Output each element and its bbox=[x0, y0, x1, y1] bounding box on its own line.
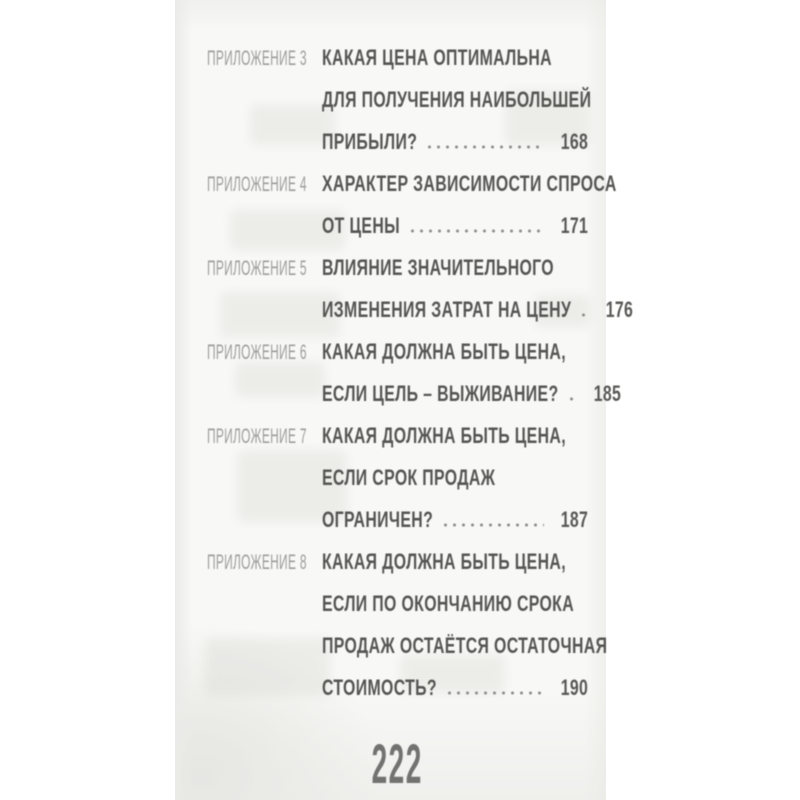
toc-title-line: ХАРАКТЕР ЗАВИСИМОСТИ СПРОСА bbox=[322, 171, 617, 196]
appendix-label-column bbox=[207, 341, 322, 365]
toc-title-line: ЕСЛИ СРОК ПРОДАЖ bbox=[322, 465, 496, 490]
toc-page-number: 190 bbox=[560, 675, 588, 700]
toc-title-line: КАКАЯ ДОЛЖНА БЫТЬ ЦЕНА, bbox=[322, 423, 566, 448]
toc-title-line: СТОИМОСТЬ? bbox=[322, 675, 437, 700]
toc-title-line: ДЛЯ ПОЛУЧЕНИЯ НАИБОЛЬШЕЙ bbox=[322, 87, 592, 112]
folio-page-number: 222 bbox=[371, 732, 424, 795]
toc-row bbox=[207, 549, 588, 591]
toc-title-line: ОТ ЦЕНЫ bbox=[322, 213, 401, 238]
toc-page-number: 187 bbox=[560, 507, 588, 532]
toc-title-line: КАКАЯ ЦЕНА ОПТИМАЛЬНА bbox=[322, 45, 552, 70]
toc-page-number: 171 bbox=[560, 213, 588, 238]
appendix-label-column bbox=[207, 47, 322, 71]
appendix-label-column bbox=[207, 257, 322, 281]
toc-row bbox=[207, 381, 621, 423]
toc-title-line: КАКАЯ ДОЛЖНА БЫТЬ ЦЕНА, bbox=[322, 339, 566, 364]
appendix-label: ПРИЛОЖЕНИЕ 6 bbox=[207, 341, 307, 364]
toc-row bbox=[207, 507, 588, 549]
appendix-label: ПРИЛОЖЕНИЕ 7 bbox=[207, 425, 307, 448]
toc-row bbox=[207, 297, 634, 339]
toc-row bbox=[207, 45, 588, 87]
appendix-label: ПРИЛОЖЕНИЕ 8 bbox=[207, 551, 307, 574]
toc-row bbox=[207, 591, 588, 633]
toc-page-number: 168 bbox=[560, 129, 588, 154]
toc-row bbox=[207, 129, 588, 171]
toc-page-number: 176 bbox=[605, 297, 634, 322]
toc-row bbox=[207, 633, 608, 675]
page-content bbox=[175, 0, 634, 800]
toc-title-line: КАКАЯ ДОЛЖНА БЫТЬ ЦЕНА, bbox=[322, 549, 566, 574]
toc-title-line: ВЛИЯНИЕ ЗНАЧИТЕЛЬНОГО bbox=[322, 255, 554, 280]
toc-row bbox=[207, 423, 588, 465]
appendix-label-column bbox=[207, 173, 322, 197]
appendix-label: ПРИЛОЖЕНИЕ 4 bbox=[207, 173, 307, 196]
toc-row bbox=[207, 171, 617, 213]
dot-leader bbox=[441, 523, 544, 527]
appendix-label: ПРИЛОЖЕНИЕ 3 bbox=[207, 47, 307, 70]
toc-row bbox=[207, 255, 588, 297]
toc-row bbox=[207, 465, 588, 507]
toc-row bbox=[207, 213, 588, 255]
appendix-label-column bbox=[207, 551, 322, 575]
toc-title-line: ИЗМЕНЕНИЯ ЗАТРАТ НА ЦЕНУ bbox=[322, 297, 572, 322]
toc-title-line: ПРОДАЖ ОСТАЁТСЯ ОСТАТОЧНАЯ bbox=[322, 633, 608, 658]
dot-leader bbox=[408, 229, 544, 233]
dot-leader bbox=[567, 397, 577, 401]
toc-title-line: ЕСЛИ ЦЕЛЬ – ВЫЖИВАНИЕ? bbox=[322, 381, 559, 406]
appendix-label-column bbox=[207, 425, 322, 449]
book-page bbox=[175, 0, 634, 800]
dot-leader bbox=[579, 313, 589, 317]
toc-row bbox=[207, 675, 588, 717]
toc-title-line: ПРИБЫЛИ? bbox=[322, 129, 418, 154]
folio-container bbox=[207, 731, 588, 796]
dot-leader bbox=[425, 145, 543, 149]
toc-page-number: 185 bbox=[593, 381, 621, 406]
toc-row bbox=[207, 87, 592, 129]
toc-row bbox=[207, 339, 588, 381]
toc-title-line: ОГРАНИЧЕН? bbox=[322, 507, 434, 532]
toc-title-line: ЕСЛИ ПО ОКОНЧАНИЮ СРОКА bbox=[322, 591, 574, 616]
dot-leader bbox=[445, 691, 544, 695]
table-of-contents bbox=[207, 45, 634, 717]
appendix-label: ПРИЛОЖЕНИЕ 5 bbox=[207, 257, 307, 280]
